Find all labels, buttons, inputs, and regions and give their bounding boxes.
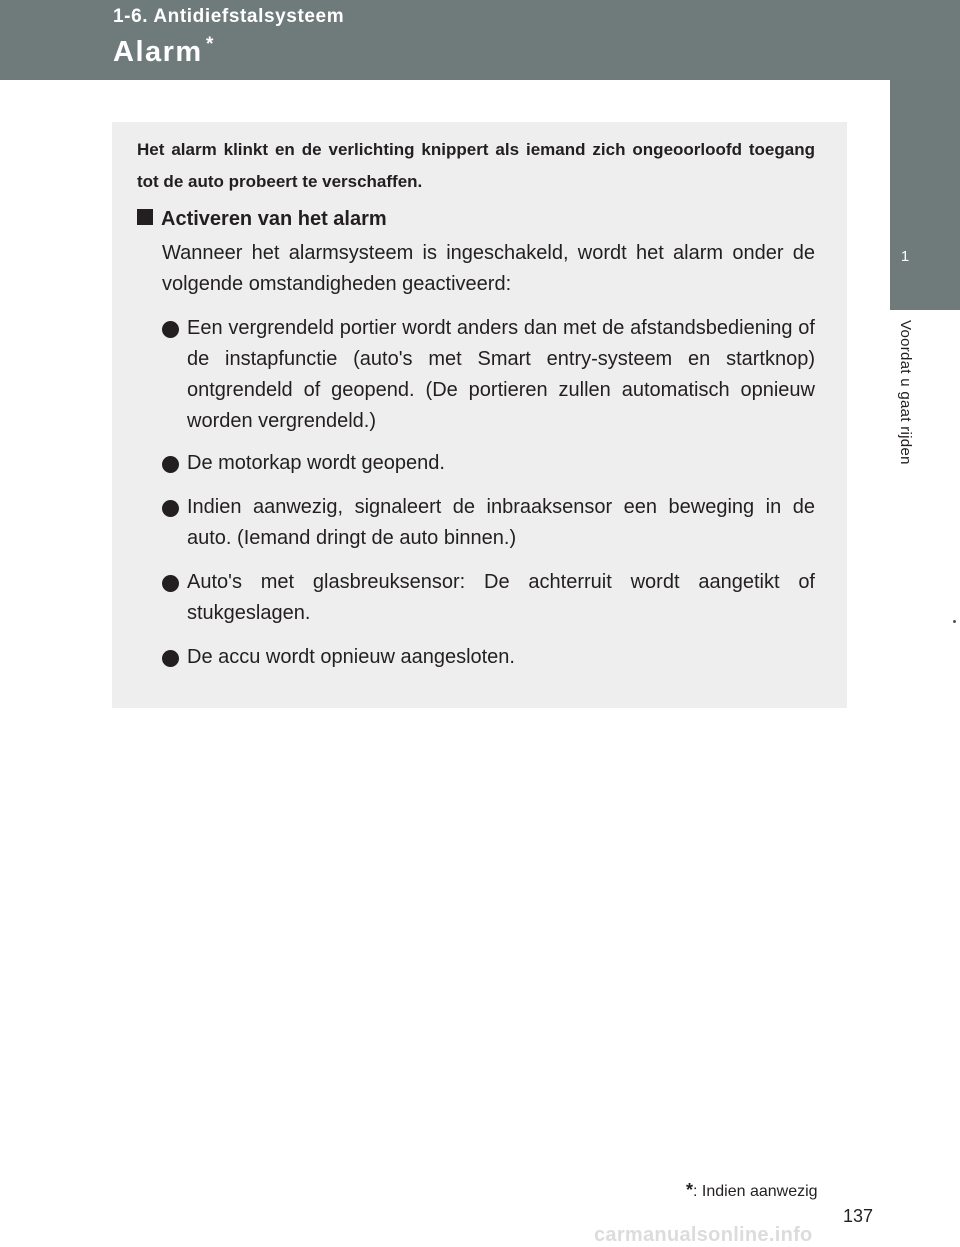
- page-title: Alarm: [113, 36, 203, 68]
- bullet-icon: [162, 321, 179, 338]
- chapter-name: Voordat u gaat rijden: [897, 320, 914, 465]
- list-item: De motorkap wordt geopend.: [187, 452, 445, 474]
- bullet-icon: [162, 500, 179, 517]
- section-heading: [137, 204, 387, 234]
- bullet-icon: [162, 456, 179, 473]
- footnote-mark: *: [686, 1180, 694, 1200]
- list-item: De accu wordt opnieuw aangesloten.: [187, 646, 515, 668]
- chapter-tab: [890, 80, 960, 310]
- section-label: 1-6. Antidiefstalsysteem: [113, 6, 345, 27]
- section-heading-text: Activeren van het alarm: [161, 208, 387, 230]
- lead-paragraph: Wanneer het alarmsysteem is ingeschakeld, wordt het alarm onder de volgende omstandigheden geactiveerd:: [162, 242, 815, 295]
- footnote: [686, 1180, 818, 1201]
- footnote-text: : Indien aanwezig: [693, 1183, 818, 1200]
- list-item: Een vergrendeld portier wordt anders dan met de afstandsbediening of de instapfunctie (auto's met Smart entry-systeem en startknop) ontgrendeld of geopend. (De portieren zullen automatisch opnieuw worden vergrendeld.): [187, 317, 815, 432]
- page-number: 137: [843, 1206, 874, 1226]
- bullet-icon: [162, 650, 179, 667]
- bullet-icon: [162, 575, 179, 592]
- intro-text: Het alarm klinkt en de verlichting knippert als iemand zich ongeoorloofd toegang tot de auto probeert te verschaffen.: [137, 140, 815, 191]
- page-mark: [953, 620, 956, 623]
- title-footnote-mark: *: [206, 34, 214, 55]
- square-bullet-icon: [137, 209, 153, 225]
- watermark: carmanualsonline.info: [594, 1224, 813, 1246]
- list-item: Indien aanwezig, signaleert de inbraaksensor een beweging in de auto. (Iemand dringt de auto binnen.): [187, 496, 815, 549]
- list-item: Auto's met glasbreuksensor: De achterruit wordt aangetikt of stukgeslagen.: [187, 571, 815, 624]
- chapter-number: 1: [900, 248, 910, 265]
